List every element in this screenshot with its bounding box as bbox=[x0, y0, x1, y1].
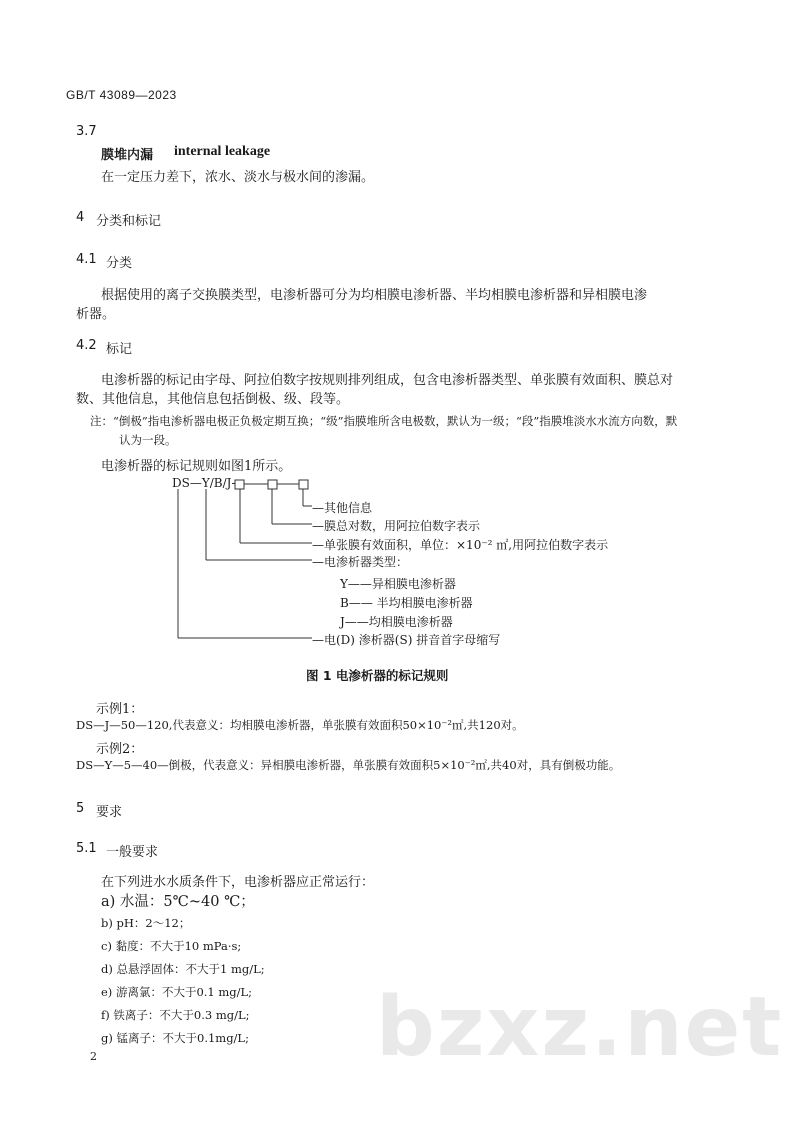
box-area-placeholder bbox=[235, 480, 244, 489]
section-title-4-2: 标记 bbox=[106, 342, 133, 357]
paragraph-4-1-line-2: 析器。 bbox=[76, 307, 116, 322]
section-number-5: 5 bbox=[76, 801, 85, 816]
requirements-intro: 在下列进水水质条件下，电渗析器应正常运行： bbox=[101, 875, 375, 890]
requirement-item: f) 铁离子：不大于0.3 mg/L; bbox=[101, 1008, 250, 1022]
example-1-text: DS—J—50—120,代表意义：均相膜电渗析器，单张膜有效面积50×10⁻²㎡,共120对。 bbox=[76, 718, 524, 732]
example-2-label: 示例2： bbox=[96, 742, 144, 757]
label-other-info: —其他信息 bbox=[312, 501, 373, 515]
paragraph-4-1-line-1: 根据使用的离子交换膜类型，电渗析器可分为均相膜电渗析器、半均相膜电渗析器和异相膜电渗 bbox=[101, 288, 648, 303]
section-title-5: 要求 bbox=[96, 805, 123, 820]
section-title-5-1: 一般要求 bbox=[106, 845, 159, 860]
box-total-placeholder bbox=[268, 480, 277, 489]
paragraph-4-2-line-2: 数、其他信息，其他信息包括倒极、级、段等。 bbox=[76, 392, 350, 407]
term-english: internal leakage bbox=[174, 144, 271, 159]
example-2-text: DS—Y—5—40—倒极，代表意义：异相膜电渗析器，单张膜有效面积5×10⁻²㎡,共40对，具有倒极功能。 bbox=[76, 758, 621, 772]
label-type-b: B—— 半均相膜电渗析器 bbox=[340, 596, 473, 610]
label-membrane-area: —单张膜有效面积，单位：×10⁻² ㎡,用阿拉伯数字表示 bbox=[312, 538, 609, 552]
figure-caption: 图 1 电渗析器的标记规则 bbox=[306, 668, 449, 683]
requirement-item: a) 水温：5℃~40 ℃； bbox=[101, 894, 255, 910]
section-title-4-1: 分类 bbox=[106, 256, 133, 271]
paragraph-4-2-line-1: 电渗析器的标记由字母、阿拉伯数字按规则排列组成，包含电渗析器类型、单张膜有效面积、膜总对 bbox=[101, 373, 674, 388]
clause-number-3-7: 3.7 bbox=[76, 124, 97, 139]
requirement-item: c) 黏度：不大于10 mPa·s; bbox=[101, 939, 242, 953]
requirement-item: d) 总悬浮固体：不大于1 mg/L; bbox=[101, 962, 265, 976]
figure-reference: 电渗析器的标记规则如图1所示。 bbox=[101, 459, 292, 474]
example-1-label: 示例1： bbox=[96, 702, 144, 717]
section-number-4: 4 bbox=[76, 210, 85, 225]
requirement-item: e) 游离氯：不大于0.1 mg/L; bbox=[101, 985, 253, 999]
term-chinese: 膜堆内漏 bbox=[101, 148, 154, 163]
term-definition: 在一定压力差下，浓水、淡水与极水间的渗漏。 bbox=[101, 170, 375, 185]
watermark: bzxz.net bbox=[376, 980, 784, 1075]
standard-code-header: GB/T 43089—2023 bbox=[66, 88, 177, 102]
marking-code: DS—Y/B/J- bbox=[172, 476, 236, 490]
label-ds-abbr: —电(D) 渗析器(S) 拼音首字母缩写 bbox=[312, 633, 501, 647]
note-line-1: 注：“倒极”指电渗析器电极正负极定期互换；“级”指膜堆所含电极数，默认为一级；“段”指膜堆淡水水流方向数，默 bbox=[90, 414, 678, 428]
section-number-4-1: 4.1 bbox=[76, 252, 97, 267]
box-other-placeholder bbox=[299, 480, 308, 489]
section-title-4: 分类和标记 bbox=[96, 214, 162, 229]
requirement-item: g) 锰离子：不大于0.1mg/L; bbox=[101, 1031, 249, 1045]
label-type-j: J——均相膜电渗析器 bbox=[340, 615, 453, 629]
note-line-2: 认为一段。 bbox=[119, 433, 177, 447]
section-number-5-1: 5.1 bbox=[76, 841, 97, 856]
requirement-item: b) pH：2～12； bbox=[101, 916, 191, 930]
label-type: —电渗析器类型： bbox=[312, 555, 409, 569]
page-number: 2 bbox=[90, 1050, 97, 1063]
section-number-4-2: 4.2 bbox=[76, 338, 97, 353]
label-type-y: Y——异相膜电渗析器 bbox=[340, 577, 456, 591]
label-total-pairs: —膜总对数，用阿拉伯数字表示 bbox=[312, 519, 481, 533]
